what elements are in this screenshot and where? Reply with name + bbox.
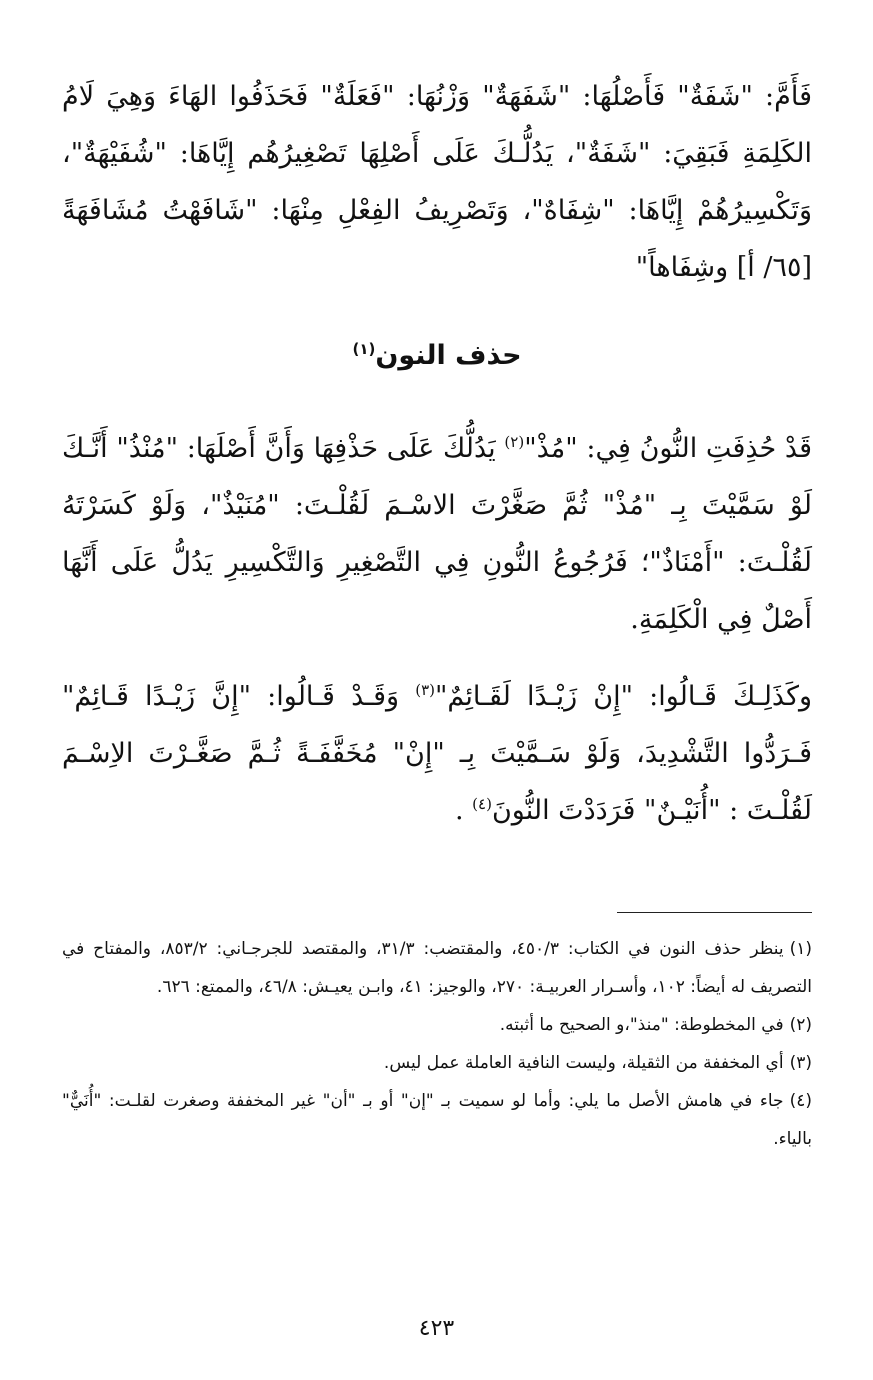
- paragraph-shafa: فَأَمَّ: "شَفَةٌ" فَأَصْلُهَا: "شَفَهَةٌ" وَزْنُهَا: "فَعَلَةٌ" فَحَذَفُوا الهَاءَ وَهِيَ لَامُ الكَلِمَةِ فَبَقِيَ: "شَفَةٌ"، يَدُلُّـكَ عَلَى أَصْلِهَا تَصْغِيرُهُم إِيَّاهَا: "شُفَيْهَةٌ"، وَتَكْسِيرُهُمْ إِيَّاهَا: "شِفَاهٌ"، وَتَصْرِيفُ الفِعْلِ مِنْهَا: "شَافَهْتُ مُشَافَهَةً [٦٥/ أ] وشِفَاهاً": [62, 81, 812, 283]
- footnote-text: أي المخففة من الثقيلة، وليست النافية العاملة عمل ليس.: [383, 1053, 784, 1073]
- footnote-number: (٤): [789, 1091, 812, 1111]
- footnote-text: في المخطوطة: "منذ"،و الصحيح ما أثبته.: [499, 1015, 784, 1035]
- footnote-3: [62, 1044, 812, 1082]
- main-text: [62, 68, 812, 839]
- footnote-ref-3[interactable]: (٣): [415, 681, 435, 699]
- paragraph-in-part3: .: [454, 795, 473, 826]
- footnote-divider: [617, 912, 812, 913]
- footnote-number: (٢): [789, 1015, 812, 1035]
- footnote-ref-2[interactable]: (٢): [504, 433, 525, 451]
- footnote-1: [62, 930, 812, 1006]
- page-number: ٤٢٣: [418, 1316, 455, 1341]
- footnote-ref-4[interactable]: (٤): [472, 795, 492, 813]
- paragraph-mudh: [62, 420, 812, 648]
- heading-text: حذف النون: [375, 340, 522, 371]
- footnote-text: ينظر حذف النون في الكتاب: ٤٥٠/٣، والمقتضب: ٣١/٣، والمقتصد للجرجـاني: ٨٥٣/٢، والمفتاح في التصريف له أيضاً: ١٠٢، وأسـرار العربيـة: ٢٧٠، والوجيز: ٤١، وابـن يعيـش: ٤٦/٨، والممتع: ٦٢٦.: [62, 939, 812, 997]
- footnote-2: [62, 1006, 812, 1044]
- footnote-4: [62, 1082, 812, 1158]
- paragraph-in-part2: وَقَـدْ قَـالُوا: "إِنَّ زَيْـدًا قَـائِمٌ" فَـرَدُّوا التَّشْدِيدَ، وَلَوْ سَـمَّيْتَ بِـ "إِنْ" مُخَفَّفَـةً ثُـمَّ صَغَّـرْتَ الاِسْـمَ لَقُلْـتَ : "أُنَيْـنٌ" فَرَدَدْتَ النُّونَ: [62, 681, 812, 826]
- paragraph-mudh-part1: قَدْ حُذِفَتِ النُّونُ فِي: "مُذْ": [524, 433, 812, 464]
- paragraph-in-part1: وكَذَلِـكَ قَـالُوا: "إِنْ زَيْـدًا لَقَـائِمٌ": [434, 681, 812, 712]
- paragraph-mudh-part2: يَدُلُّكَ عَلَى حَذْفِهَا وَأَنَّ أَصْلَهَا: "مُنْذُ" أَنَّـكَ لَوْ سَمَّيْتَ بِـ "مُذْ" ثُمَّ صَغَّرْتَ الاسْـمَ لَقُلْـتَ: "مُنَيْذٌ"، وَلَوْ كَسَرْتَهُ لَقُلْـتَ: "أَمْنَاذٌ"؛ فَرُجُوعُ النُّونِ فِي التَّصْغِيرِ وَالتَّكْسِيرِ يَدُلُّ عَلَى أَنَّهَا أَصْلٌ فِي الْكَلِمَةِ.: [62, 433, 812, 635]
- section-heading: [62, 326, 812, 386]
- footnotes: [62, 930, 812, 1158]
- paragraph-in: [62, 668, 812, 839]
- footnote-text: جاء في هامش الأصل ما يلي: وأما لو سميت بـ "إن" أو بـ "أن" غير المخففة وصغرت لقلـت: "أُنَيٌّ" بالياء.: [62, 1091, 812, 1149]
- footnote-number: (٣): [789, 1053, 812, 1073]
- footnote-ref-1[interactable]: (١): [352, 340, 376, 358]
- footnote-number: (١): [789, 939, 812, 959]
